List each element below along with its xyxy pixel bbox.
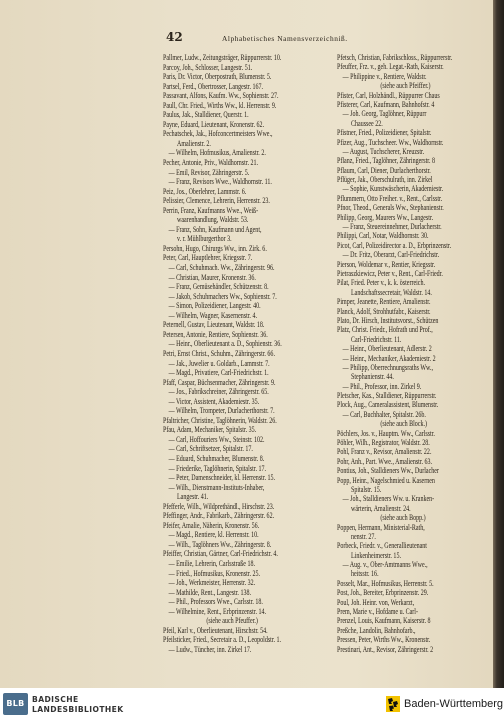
entry-line: Pfistner, Fried., Polizeidiener, Spitalstr. [337, 128, 432, 138]
entry-continuation-line: Landschaftssecretair, Waldstr. 14. [351, 287, 432, 297]
directory-entry [163, 444, 335, 454]
entry-line: Pierson, Woldemar v., Rentier, Kriegsstr. [337, 259, 436, 269]
directory-entry [337, 53, 492, 62]
entry-line: Pflaum, Carl, Diener, Durlacherthorstr. [337, 165, 431, 175]
directory-entry [163, 416, 335, 426]
entry-line: Pfeuffer, Frz. v., geh. Legat.-Rath, Kaiserstr. [337, 62, 444, 72]
entry-continuation-line: Chaussee 22. [351, 118, 383, 128]
entry-line: Pflanz, Fried., Taglöhner, Zähringerstr. 8 [337, 156, 435, 166]
directory-entry [163, 253, 335, 263]
entry-line: Pecher, Antonie, Priv., Waldhornstr. 21. [163, 158, 259, 168]
entry-line: Peter, Carl, Hauptlehrer, Kriegsstr. 7. [163, 253, 253, 263]
directory-entry [163, 187, 335, 197]
directory-entry [163, 206, 335, 225]
entry-line: — Magd., Rentiere, kl. Herrenstr. 10. [168, 530, 259, 540]
directory-entry [163, 635, 335, 645]
entry-line: Pfau, Adam, Mechaniker, Spitalstr. 35. [163, 425, 257, 435]
entry-line: — Emilie, Lehrerin, Carlsstraße 18. [168, 558, 255, 568]
entry-line: — Phil., Professors Wwe., Carlsstr. 18. [168, 597, 263, 607]
directory-entry [337, 400, 492, 409]
entry-line: — Sophie, Kunstwäscherin, Akademiestr. [342, 184, 444, 194]
entry-line: — Philipp, Oberrechnungsraths Ww., [342, 362, 433, 372]
left-column [163, 53, 335, 665]
entry-line: — Carl, Schriftsetzer, Spitalstr. 17. [168, 444, 253, 454]
directory-entry [163, 435, 335, 445]
entry-line: — Victor, Assistent, Akademiestr. 35. [168, 396, 260, 406]
entry-line: Perrin, Franz, Kaufmanns Wwe., Weiß- [163, 205, 259, 215]
directory-entry [337, 213, 492, 222]
directory-entry [163, 511, 335, 521]
entry-line: Petersen, Antonie, Rentiere, Sophienstr. 36. [163, 329, 268, 339]
directory-entry [163, 82, 335, 92]
entry-line: Pfizer, Aug., Tuchscheer. Ww., Waldhornstr. [337, 137, 444, 147]
footer-bar [0, 688, 504, 720]
entry-line: — Jakob, Schuhmachers Ww., Sophienstr. 7. [168, 291, 277, 301]
directory-entry [337, 138, 492, 147]
entry-line: — Eduard, Schuhmacher, Blumenstr. 8. [168, 453, 265, 463]
entry-line: — Emil, Revisor, Zähringerstr. 5. [168, 167, 250, 177]
directory-entry [337, 175, 492, 184]
entry-continuation-line: Carl-Friedrichstr. 11. [351, 334, 402, 344]
entry-line: Pohr, Anh., Part. Wwe., Amalienstr. 63. [337, 456, 433, 466]
directory-entry [337, 307, 492, 316]
directory-entry [163, 148, 335, 158]
directory-entry [337, 128, 492, 137]
directory-entry [163, 597, 335, 607]
entry-continuation-line: Langestr. 41. [177, 492, 209, 502]
entry-line: — Christian, Maurer, Kronenstr. 36. [168, 272, 256, 282]
cross-reference-line: (siehe auch Pfeuffer.) [206, 616, 258, 626]
directory-entry [163, 645, 335, 655]
entry-line: Pfefferle, Wilh., Wildprethändl., Hirschstr. 23. [163, 501, 275, 511]
entry-line: Posselt, Mar., Hofmusikus, Herrenstr. 5. [337, 578, 434, 588]
state-name[interactable]: Baden-Württemberg [404, 698, 504, 710]
entry-line: Pfeil, Karl v., Oberlieutenant, Hirschstr. 54. [163, 625, 268, 635]
directory-entry [163, 158, 335, 168]
entry-line: — Wilhelm, Hofmusikus, Amalienstr. 2. [168, 148, 266, 158]
entry-line: Popp, Heinr., Nagelschmied u. Kasernen [337, 475, 435, 485]
directory-entry [337, 194, 492, 203]
directory-entry [163, 406, 335, 416]
directory-entry [337, 476, 492, 495]
directory-entry [337, 391, 492, 400]
entry-line: Pfaff, Caspar, Büchsenmacher, Zähringerstr. 9. [163, 377, 276, 387]
directory-entry [163, 244, 335, 254]
entry-line: — Friederike, Taglöhnerin, Spitalstr. 17. [168, 463, 266, 473]
directory-entry [163, 530, 335, 540]
entry-line: Pöhler, Wilh., Registrator, Waldstr. 28. [337, 438, 430, 448]
entry-line: — Heinr., Oberlieutenant, Adlerstr. 2 [342, 344, 432, 354]
entry-line: Pietraszkiewicz, Peter v., Rent., Carl-Friedr. [337, 268, 443, 278]
entry-line: Preßche, Landolin, Bahnhofarb., [337, 625, 416, 635]
directory-entry [337, 588, 492, 597]
directory-entry [163, 473, 335, 483]
entry-line: — Philippine v., Rentiere, Waldstr. [342, 71, 427, 81]
entry-line: — August, Tuchscherer, Kreuzstr. [342, 146, 425, 156]
directory-entry [337, 429, 492, 438]
directory-entry [163, 540, 335, 550]
entry-line: — Wilh., Dienstmann-Instituts-Inhaber, [168, 482, 265, 492]
entry-line: Plock, Aug., Cameralassistent, Blumenstr. [337, 400, 439, 410]
directory-entry [163, 301, 335, 311]
blb-logo-icon[interactable]: BLB [3, 693, 28, 715]
cross-reference-line: (siehe auch Pfeiffer.) [380, 81, 431, 91]
entry-line: — Franz, Revisors Wwe., Waldhornstr. 11. [168, 177, 272, 187]
entry-line: Pfeilsticker, Fried., Secretair a. D., Leopoldstr. 1. [163, 635, 282, 645]
directory-entry [163, 53, 335, 63]
entry-line: Persohn, Hugo, Chirurgs Ww., inn. Zirk. 6. [163, 243, 267, 253]
directory-entry [337, 166, 492, 175]
directory-entry [163, 177, 335, 187]
directory-entry [337, 72, 492, 91]
directory-entry [163, 91, 335, 101]
entry-line: — Aug. v., Ober-Amtmanns Wwe., [342, 560, 428, 570]
directory-entry [163, 359, 335, 369]
entry-line: — Dr. Fritz, Oberarzt, Carl-Friedrichstr. [342, 250, 440, 260]
directory-entry [163, 425, 335, 435]
directory-entry [337, 457, 492, 466]
entry-line: — Heinr., Mechaniker, Akademiestr. 2 [342, 353, 436, 363]
directory-entry [337, 203, 492, 212]
directory-entry [163, 349, 335, 359]
entry-line: Pflummern, Otto Freiher. v., Rent., Carlsstr. [337, 193, 443, 203]
directory-entry [337, 184, 492, 193]
entry-line: Pflüger, Jak., Oberschulrath, inn. Zirkel [337, 175, 433, 185]
directory-entry [337, 278, 492, 297]
library-name-line2: LANDESBIBLIOTHEK [32, 705, 124, 714]
entry-line: — Fried., Hofmusikus, Kronenstr. 25. [168, 568, 261, 578]
entry-line: Prestinari, Ant., Revisor, Zähringerstr. 2 [337, 644, 434, 654]
entry-line: Passavant, Alfons, Kaufm. Ww., Sophienstr. 27. [163, 91, 279, 101]
entry-line: Pohl, Franz v., Revisor, Amalienstr. 22. [337, 447, 432, 457]
entry-line: Poppen, Hermann, Ministerial-Rath, [337, 522, 425, 532]
directory-entry [163, 502, 335, 512]
entry-line: — Wilhelmine, Rent., Erbprinzenstr. 14. [168, 606, 266, 616]
directory-entry [337, 100, 492, 109]
directory-entry [337, 269, 492, 278]
entry-line: Pfeifer, Amalie, Näherin, Kronenstr. 56. [163, 520, 260, 530]
directory-entry [337, 354, 492, 363]
entry-line: — Magd., Privatiere, Carl-Friedrichstr. 1. [168, 368, 269, 378]
directory-entry [163, 397, 335, 407]
page-number: 42 [166, 30, 183, 44]
entry-line: Porbeck, Friedr. v., Generallieutenant [337, 541, 427, 551]
directory-entry [337, 91, 492, 100]
entry-line: Paris, Dr. Victor, Oberpostrath, Blumenstr. 5. [163, 72, 272, 82]
directory-entry [337, 147, 492, 156]
directory-entry [337, 363, 492, 382]
entry-line: Pletscher, Kas., Stalldiener, Rüppurrerstr. [337, 391, 437, 401]
entry-line: — Simon, Polizeidiener, Langestr. 40. [168, 301, 261, 311]
entry-line: Pimper, Jeanette, Rentiere, Amalienstr. [337, 297, 431, 307]
directory-entry [337, 241, 492, 250]
directory-entry [163, 549, 335, 559]
directory-entry [337, 616, 492, 625]
entry-line: — Carl, Hoffouriers Ww., Steinstr. 102. [168, 434, 265, 444]
entry-line: Post, Joh., Bereiter, Erbprinzenstr. 29. [337, 588, 429, 598]
library-name-line1: BADISCHE [32, 695, 79, 704]
directory-entry [163, 626, 335, 636]
directory-entry [337, 260, 492, 269]
directory-entry [163, 559, 335, 569]
entry-line: — Mathilde, Rent., Langestr. 138. [168, 587, 251, 597]
entry-line: — Jos., Fabrikschreiner, Zähringerstr. 65. [168, 387, 269, 397]
directory-entry [337, 62, 492, 71]
directory-entry [163, 120, 335, 130]
entry-line: Petri, Ernst Christ., Schuhm., Zähringerstr. 66. [163, 348, 275, 358]
book-edge [493, 0, 504, 688]
library-name[interactable] [32, 695, 124, 715]
entry-line: Philipp, Georg, Maurers Ww., Langestr. [337, 212, 434, 222]
directory-entry [337, 560, 492, 579]
entry-line: Pechatschek, Jak., Hofconcertmeisters Wwe., [163, 129, 273, 139]
directory-entry [337, 447, 492, 456]
entry-line: Pfnor, Theod., Generals Ww., Stephanienstr. [337, 203, 444, 213]
entry-line: — Peter, Damenschneider, kl. Herrenstr. 15. [168, 473, 276, 483]
entry-line: Pressen, Peter, Wirths Ww., Kronenstr. [337, 635, 431, 645]
entry-line: — Joh., Stalldieners Ww. u. Kranken- [342, 494, 435, 504]
directory-entry [337, 109, 492, 128]
directory-entry [163, 63, 335, 73]
directory-entry [337, 494, 492, 522]
entry-line: Platz, Christ. Friedr., Hofrath und Prof., [337, 325, 433, 335]
entry-line: Pfister, Carl, Holzhändl., Rüppurrer Chaus [337, 90, 440, 100]
entry-line: — Carl, Buchhalter, Spitalstr. 26b. [342, 409, 426, 419]
entry-line: — Wilhelm, Wagner, Kasernenstr. 4. [168, 310, 257, 320]
directory-entry [163, 339, 335, 349]
directory-entry [163, 263, 335, 273]
directory-entry [163, 311, 335, 321]
entry-line: Pontius, Joh., Stalldieners Ww., Durlacher [337, 466, 439, 476]
entry-continuation-line: waarenhandlung, Waldstr. 53. [177, 215, 249, 225]
directory-entry [337, 579, 492, 588]
directory-entry [337, 156, 492, 165]
entry-line: — Franz, Steuereinnehmer, Durlacherstr. [342, 222, 442, 232]
entry-line: Pelissier, Clemence, Lehrerin, Herrenstr. 23. [163, 196, 270, 206]
entry-line: — Wilhelm, Trompeter, Durlacherthorstr. 7. [168, 406, 275, 416]
entry-line: Pfeiffer, Christian, Gärtner, Carl-Friedrichstr. 4. [163, 549, 278, 559]
directory-entry [163, 292, 335, 302]
directory-entry [337, 316, 492, 325]
entry-line: Payne, Eduard, Lieutenant, Kronenstr. 62. [163, 119, 265, 129]
entry-line: — Ludw., Tüncher, inn. Zirkel 17. [168, 644, 252, 654]
directory-entry [163, 110, 335, 120]
entry-line: Pilat, Fried. Peter v., k. k. österreich. [337, 278, 425, 288]
cross-reference-line: (siehe auch Bopp.) [380, 513, 426, 523]
directory-entry [337, 607, 492, 616]
directory-entry [337, 438, 492, 447]
directory-entry [163, 464, 335, 474]
directory-entry [163, 168, 335, 178]
entry-line: Paulus, Jak., Stalldiener, Querstr. 1. [163, 110, 249, 120]
directory-entry [337, 325, 492, 344]
entry-line: — Heinr., Oberlieutenant a. D., Sophienstr. 36. [168, 339, 282, 349]
entry-line: — Jak., Juwelier u. Goldarb., Lammstr. 7. [168, 358, 270, 368]
directory-entry [337, 466, 492, 475]
entry-continuation-line: wärterin, Amalienstr. 24. [351, 503, 411, 513]
entry-line: Poul, Joh. Heinr. von, Werkarzt, [337, 597, 415, 607]
directory-entry [337, 410, 492, 429]
entry-line: Pfaltricher, Christine, Taglöhnerin, Waldstr. 26. [163, 415, 277, 425]
entry-line: Peternell, Gustav, Lieutenant, Waldstr. 18. [163, 320, 265, 330]
entry-continuation-line: nenstr. 27. [351, 531, 376, 541]
running-title: Alphabetisches Namensverzeichniß. [222, 34, 348, 43]
directory-entry [337, 382, 492, 391]
directory-entry [163, 521, 335, 531]
entry-line: — Joh. Georg, Taglöhner, Rüppurr [342, 109, 427, 119]
directory-entry [163, 387, 335, 397]
cross-reference-line: (siehe auch Block.) [380, 419, 428, 429]
directory-entry [163, 378, 335, 388]
entry-line: — Franz, Gemüsehändler, Schützenstr. 8. [168, 282, 269, 292]
entry-continuation-line: Linkenheimerstr. 15. [351, 550, 401, 560]
directory-entry [163, 225, 335, 244]
directory-entry [337, 297, 492, 306]
directory-entry [163, 454, 335, 464]
entry-continuation-line: v. r. Mühlburgerthor 3. [177, 234, 232, 244]
directory-entry [163, 72, 335, 82]
entry-continuation-line: heitsstr. 16. [351, 569, 379, 579]
entry-line: — Carl, Schuhmach. Ww., Zähringerstr. 96. [168, 263, 275, 273]
entry-line: Planck, Adolf, Strohhutfabr., Kaiserstr. [337, 306, 431, 316]
directory-entry [337, 250, 492, 259]
directory-entry [163, 330, 335, 340]
directory-entry [163, 282, 335, 292]
right-column [337, 53, 492, 665]
entry-continuation-line: Spitalstr. 15. [351, 484, 382, 494]
directory-entry [163, 129, 335, 148]
directory-entry [337, 222, 492, 231]
directory-entry [337, 635, 492, 644]
directory-entry [337, 626, 492, 635]
directory-entry [163, 588, 335, 598]
directory-entry [163, 273, 335, 283]
entry-line: Paull, Chr. Fried., Wirths Ww., kl. Herrenstr. 9. [163, 100, 277, 110]
entry-line: Pallmer, Ludw., Zeitungsträger, Rüppurrerstr. 10. [163, 53, 282, 62]
directory-entry [337, 344, 492, 353]
entry-line: Philippi, Carl, Notar, Waldhornstr. 30. [337, 231, 429, 241]
right-column-entries [337, 53, 492, 654]
directory-entry [163, 483, 335, 502]
entry-line: Peiz, Jos., Oberlehrer, Lammstr. 6. [163, 186, 247, 196]
directory-entry [163, 569, 335, 579]
directory-entry [163, 320, 335, 330]
baden-wuerttemberg-lions-icon[interactable] [386, 696, 400, 712]
entry-line: Plato, Dr. Hirsch, Institutsvorst., Schützen [337, 315, 439, 325]
entry-line: — Wilh., Taglöhners Ww., Zähringerstr. 8. [168, 539, 272, 549]
directory-entry [337, 598, 492, 607]
entry-line: Partsel, Ferd., Obertrosser, Langestr. 167. [163, 81, 264, 91]
entry-line: Pfetsch, Christian, Fabrikschloss., Rüppurrerstr. [337, 53, 453, 62]
directory-entry [337, 541, 492, 560]
entry-line: Prem, Marie v., Hofdame u. Carl- [337, 607, 418, 617]
directory-entry [163, 607, 335, 626]
entry-line: Prenzel, Louis, Kaufmann, Kaiserstr. 8 [337, 616, 431, 626]
entry-line: Pöchlers, Jos. v., Hauptm. Ww., Carlsstr. [337, 428, 435, 438]
entry-line: Parcoy, Joh., Schlosser, Langestr. 51. [163, 62, 253, 72]
directory-entry [163, 578, 335, 588]
directory-entry [163, 196, 335, 206]
entry-line: — Joh., Werkmeister, Herrenstr. 32. [168, 578, 256, 588]
directory-entry [163, 368, 335, 378]
entry-continuation-line: Amalienstr. 2. [177, 138, 211, 148]
left-column-entries [163, 53, 335, 654]
directory-entry [337, 645, 492, 654]
entry-continuation-line: Stephanienstr. 44. [351, 372, 394, 382]
entry-line: — Franz, Sohn, Kaufmann und Agent, [168, 224, 262, 234]
entry-line: Pfisterer, Carl, Kaufmann, Bahnhofstr. 4 [337, 99, 435, 109]
entry-line: Picot, Carl, Polizeidirector a. D., Erbprinzenstr. [337, 240, 452, 250]
entry-line: — Phil., Professor, inn. Zirkel 9. [342, 381, 422, 391]
directory-entry [337, 231, 492, 240]
entry-line: Pfeffinger, Andr., Fabrikarb., Zähringerstr. 62. [163, 511, 275, 521]
directory-entry [163, 101, 335, 111]
directory-entry [337, 523, 492, 542]
